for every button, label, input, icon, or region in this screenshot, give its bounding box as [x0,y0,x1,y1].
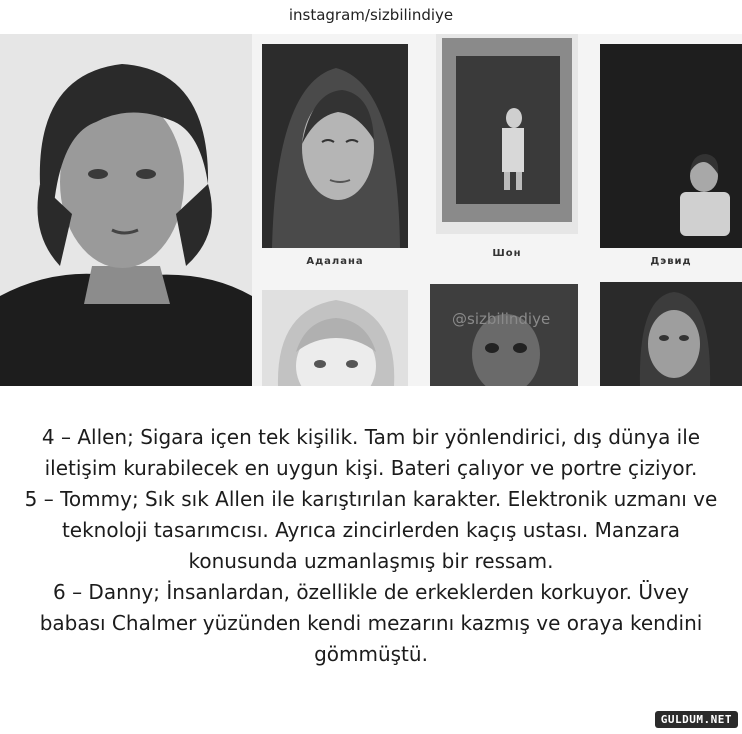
boy-drawing [600,44,742,248]
site-badge: GULDUM.NET [655,711,738,728]
woman-drawing [262,44,408,248]
paragraph-tommy: 5 – Tommy; Sık sık Allen ile karıştırılan karakter. Elektronik uzmanı ve teknoloji tasarımcısı. Ayrıca zincirlerden kaçış ustası. Manzara konusunda uzmanlaşmış bir ressam. [24,487,718,573]
framed-painting [436,34,578,234]
description-text [18,422,724,670]
caption-shawn: Шон [492,248,522,259]
photo-collage [0,34,742,386]
paragraph-allen: 4 – Allen; Sigara içen tek kişilik. Tam bir yönlendirici, dış dünya ile iletişim kurabilecek en uygun kişi. Bateri çalıyor ve portre çiziyor. [41,425,701,480]
girl-sketch [262,290,408,386]
man-portrait-illustration [0,34,252,386]
drawing-woman-dark [600,282,742,386]
drawing-adalana [262,44,408,248]
woman-dark-portrait [600,282,742,386]
caption-david: Дэвид [650,256,692,267]
drawing-blonde-girl [262,290,408,386]
drawing-shawn [436,34,578,234]
drawing-dark-face [430,284,578,386]
portrait-photo [0,34,252,386]
watermark: @sizbilindiye [452,310,551,328]
caption-adalana: Адалана [306,256,364,267]
dark-portrait [430,284,578,386]
paragraph-danny: 6 – Danny; İnsanlardan, özellikle de erkeklerden korkuyor. Üvey babası Chalmer yüzünden kendi mezarını kazmış ve oraya kendini gömmüştü. [39,580,703,666]
instagram-handle: instagram/sizbilindiye [288,6,454,24]
drawing-david [600,44,742,248]
